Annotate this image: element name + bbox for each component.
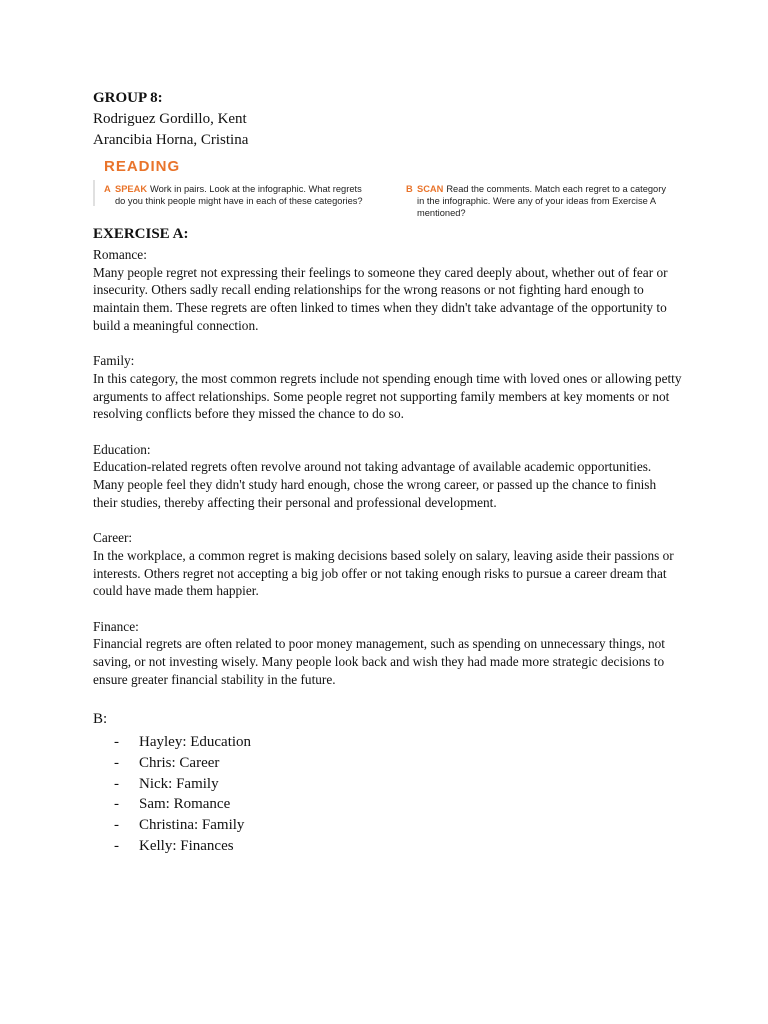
section-family bbox=[93, 352, 683, 423]
exercise-b-list bbox=[114, 732, 251, 857]
exercise-a-content bbox=[93, 246, 683, 706]
section-heading: Romance: bbox=[93, 247, 147, 262]
section-education bbox=[93, 441, 683, 512]
exercise-a-title: EXERCISE A: bbox=[93, 226, 189, 242]
section-text: In this category, the most common regrets include not spending enough time with loved ones or allowing petty arguments to affect relationships. Some people regret not supporting family members at key moments or not resolving conflicts before they missed the chance to do so. bbox=[93, 370, 682, 422]
list-item bbox=[114, 836, 251, 857]
section-career bbox=[93, 529, 683, 600]
section-heading: Family: bbox=[93, 353, 135, 369]
list-item-text: Nick: Family bbox=[139, 775, 219, 792]
instruction-text: Read the comments. Match each regret to a category in the infographic. Were any of your ideas from Exercise A mentioned? bbox=[417, 184, 666, 218]
bullet-dash: - bbox=[114, 817, 119, 834]
instruction-b bbox=[406, 183, 674, 219]
instruction-letter: B bbox=[406, 184, 413, 194]
section-text: Financial regrets are often related to poor money management, such as spending on unnecessary things, not saving, or not investing wisely. Many people look back and wish they had made more strategic decisions to ensure greater financial stability in the future. bbox=[93, 636, 665, 687]
reading-instructions-image bbox=[93, 158, 693, 224]
reading-title: READING bbox=[104, 158, 181, 175]
instruction-a bbox=[104, 183, 364, 207]
instruction-keyword: SPEAK bbox=[115, 184, 148, 194]
bullet-dash: - bbox=[114, 775, 119, 792]
list-item bbox=[114, 794, 251, 815]
list-item bbox=[114, 753, 251, 774]
list-item-text: Sam: Romance bbox=[139, 796, 231, 813]
section-text: In the workplace, a common regret is making decisions based solely on salary, leaving aside their passions or interests. Others regret not accepting a big job offer or not taking enough risks to pursue a career dream that could have made them happier. bbox=[93, 547, 674, 599]
section-romance bbox=[93, 246, 683, 335]
section-heading: Career: bbox=[93, 530, 133, 546]
group-header bbox=[93, 88, 248, 151]
section-heading: Education: bbox=[93, 441, 151, 457]
bullet-dash: - bbox=[114, 734, 119, 750]
list-item bbox=[114, 732, 251, 753]
list-item bbox=[114, 815, 251, 836]
section-heading: Finance: bbox=[93, 618, 139, 634]
list-item-text: Hayley: Education bbox=[139, 734, 252, 750]
section-text: Many people regret not expressing their feelings to someone they cared deeply about, whether out of fear or insecurity. Others sadly recall ending relationships for the wrong reasons or not fighting hard enough to maintain them. These regrets are often linked to times when they didn't take advantage of the opportunity to build a meaningful connection. bbox=[93, 264, 668, 333]
member-name: Rodriguez Gordillo, Kent bbox=[93, 111, 247, 127]
list-item bbox=[114, 774, 251, 795]
instruction-keyword: SCAN bbox=[417, 184, 444, 194]
section-finance bbox=[93, 618, 683, 689]
list-item-text: Kelly: Finances bbox=[139, 837, 234, 854]
instruction-text: Work in pairs. Look at the infographic. What regrets do you think people might have in each of these categories? bbox=[115, 184, 363, 206]
member-name: Arancibia Horna, Cristina bbox=[93, 132, 249, 148]
divider bbox=[93, 180, 95, 206]
list-item-text: Christina: Family bbox=[139, 817, 245, 834]
exercise-b-title: B: bbox=[93, 711, 108, 727]
section-text: Education-related regrets often revolve around not taking advantage of available academic opportunities. Many people feel they didn't study hard enough, chose the wrong career, or passed up the chance to finish their studies, thereby affecting their personal and professional development. bbox=[93, 459, 657, 510]
list-item-text: Chris: Career bbox=[139, 754, 220, 771]
bullet-dash: - bbox=[114, 796, 119, 813]
group-title: GROUP 8: bbox=[93, 90, 163, 106]
bullet-dash: - bbox=[114, 837, 119, 854]
bullet-dash: - bbox=[114, 754, 119, 771]
instruction-letter: A bbox=[104, 184, 111, 194]
